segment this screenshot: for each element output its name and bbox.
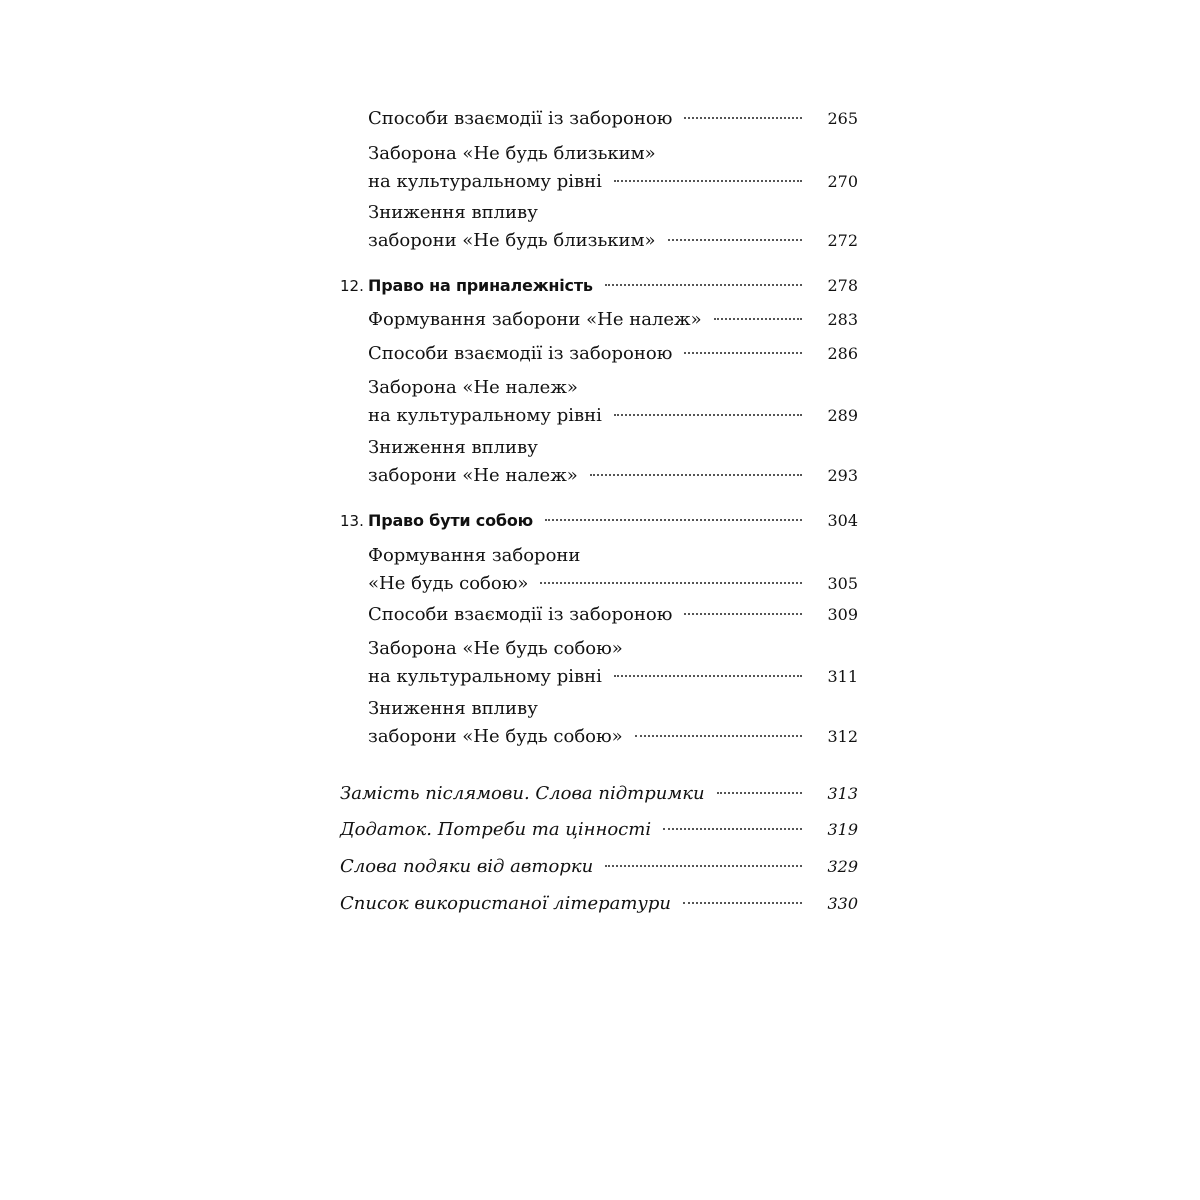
dot-leader [614, 413, 802, 416]
toc-entry-title-continued: на культуральному рівні [368, 405, 602, 426]
toc-entry-title: Заборона «Не будь близьким» [368, 143, 656, 164]
toc-entry-title: Зниження впливу [368, 437, 538, 458]
chapter-number: 12. [340, 277, 364, 295]
toc-entry-title: Замість післямови. Слова підтримки [340, 783, 705, 804]
dot-leader [614, 179, 802, 182]
toc-entry-title: Формування заборони [368, 545, 581, 566]
page-number: 309 [827, 605, 858, 624]
toc-entry[interactable] [340, 434, 858, 490]
toc-entry[interactable] [340, 306, 858, 334]
toc-entry[interactable] [340, 105, 858, 133]
toc-entry-title-continued: заборони «Не будь близьким» [368, 230, 656, 251]
page-number: 283 [827, 310, 858, 329]
toc-entry-title: Зниження впливу [368, 202, 538, 223]
chapter-number: 13. [340, 512, 364, 530]
toc-entry[interactable] [340, 542, 858, 598]
toc-entry[interactable] [340, 199, 858, 255]
page-number: 330 [827, 894, 858, 913]
page-number: 319 [827, 820, 858, 839]
page-number: 272 [827, 231, 858, 250]
dot-leader [714, 317, 802, 320]
toc-entry-title: Способи взаємодії із забороною [368, 343, 673, 364]
page-number: 312 [827, 727, 858, 746]
toc-back-matter-entry[interactable] [340, 890, 858, 918]
dot-leader [668, 238, 802, 241]
toc-entry-title: Формування заборони «Не належ» [368, 309, 702, 330]
dot-leader [684, 351, 802, 354]
page-number: 265 [827, 109, 858, 128]
toc-entry-title-continued: на культуральному рівні [368, 171, 602, 192]
page-number: 289 [827, 406, 858, 425]
toc-entry-title-continued: заборони «Не належ» [368, 465, 578, 486]
toc-back-matter-entry[interactable] [340, 816, 858, 844]
toc-entry[interactable] [340, 635, 858, 691]
toc-entry-title: Заборона «Не належ» [368, 377, 578, 398]
toc-entry-title: Додаток. Потреби та цінності [340, 819, 652, 840]
toc-back-matter-entry[interactable] [340, 853, 858, 881]
toc-entry[interactable] [340, 340, 858, 368]
dot-leader [545, 518, 802, 521]
dot-leader [683, 901, 802, 904]
dot-leader [717, 791, 802, 794]
toc-entry-title: Список використаної літератури [340, 893, 671, 914]
page-number: 329 [827, 857, 858, 876]
toc-entry[interactable] [340, 695, 858, 751]
toc-chapter[interactable] [340, 272, 858, 300]
toc-entry-title-continued: заборони «Не будь собою» [368, 726, 623, 747]
dot-leader [684, 612, 802, 615]
page-number: 286 [827, 344, 858, 363]
page-number: 305 [827, 574, 858, 593]
toc-entry[interactable] [340, 601, 858, 629]
dot-leader [590, 473, 802, 476]
chapter-title: Право на приналежність [368, 276, 593, 295]
toc-entry-title-continued: на культуральному рівні [368, 666, 602, 687]
dot-leader [663, 827, 802, 830]
page-number: 278 [827, 276, 858, 295]
toc-entry-title-continued: «Не будь собою» [368, 573, 529, 594]
dot-leader [635, 734, 802, 737]
toc-entry-title: Слова подяки від авторки [340, 856, 594, 877]
chapter-title: Право бути собою [368, 511, 533, 530]
toc-entry-title: Заборона «Не будь собою» [368, 638, 623, 659]
toc-entry-title: Зниження впливу [368, 698, 538, 719]
page-number: 304 [827, 511, 858, 530]
toc-chapter[interactable] [340, 507, 858, 535]
toc-entry-title: Способи взаємодії із забороною [368, 108, 673, 129]
page-number: 293 [827, 466, 858, 485]
toc-entry[interactable] [340, 374, 858, 430]
toc-entry[interactable] [340, 140, 858, 196]
page-number: 270 [827, 172, 858, 191]
dot-leader [684, 116, 802, 119]
toc-back-matter-entry[interactable] [340, 780, 858, 808]
page-number: 311 [827, 667, 858, 686]
toc-entry-title: Способи взаємодії із забороною [368, 604, 673, 625]
page-number: 313 [827, 784, 858, 803]
dot-leader [614, 674, 802, 677]
dot-leader [605, 864, 802, 867]
dot-leader [605, 283, 802, 286]
dot-leader [540, 581, 802, 584]
